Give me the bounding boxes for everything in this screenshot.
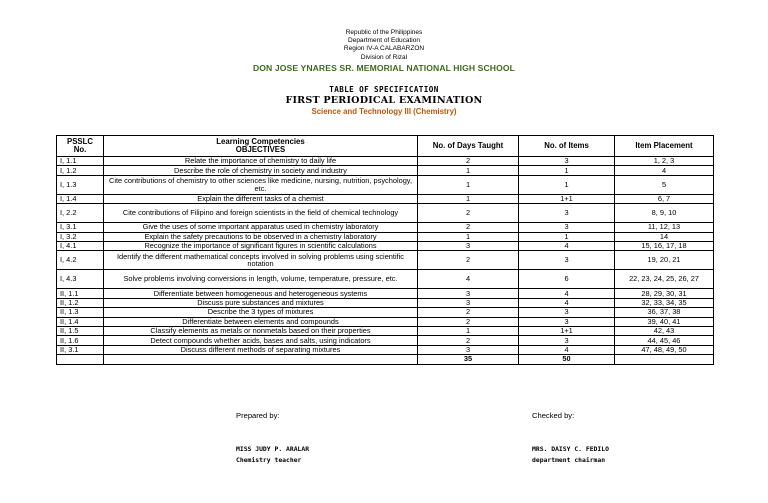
table-row [57,157,714,166]
table-row [57,204,714,223]
items-cell: 1+1 [519,194,615,203]
header-psslc-line2: No. [73,145,87,154]
psslc-cell: I, 3.1 [57,223,104,232]
placement-cell: 44, 45, 46 [615,336,714,345]
prepared-by-label: Prepared by: [236,411,280,420]
items-cell: 1 [519,175,615,194]
placement-cell: 6, 7 [615,194,714,203]
header-placement: Item Placement [615,136,714,157]
psslc-cell: I, 1.1 [57,157,104,166]
objective-cell: Describe the role of chemistry in society and industry [104,166,418,175]
totals-blank-2 [104,355,418,365]
psslc-cell: I, 1.3 [57,175,104,194]
document-title: TABLE OF SPECIFICATION [329,84,439,94]
table-row [57,241,714,250]
psslc-cell: I, 1.4 [57,194,104,203]
items-cell: 3 [519,336,615,345]
items-cell: 3 [519,317,615,326]
checked-by-block [532,444,609,466]
header-objectives [104,136,418,157]
objective-cell: Identify the different mathematical concepts involved in solving problems using scientific notation [104,251,418,270]
items-cell: 4 [519,289,615,298]
region-line: Region IV-A CALABARZON [343,45,425,53]
table-row [57,298,714,307]
objective-cell: Discuss pure substances and mixtures [104,298,418,307]
items-cell: 4 [519,241,615,250]
objective-cell: Give the uses of some important apparatus used in chemistry laboratory [104,223,418,232]
days-cell: 2 [418,204,519,223]
checked-by-title: department chairman [532,456,606,464]
days-cell: 1 [418,194,519,203]
totals-blank-3 [615,355,714,365]
days-cell: 2 [418,336,519,345]
items-cell: 3 [519,308,615,317]
table-row [57,251,714,270]
specification-table [56,135,714,365]
table-row [57,166,714,175]
objective-cell: Cite contributions of Filipino and foreign scientists in the field of chemical technology [104,204,418,223]
prepared-by-block [236,444,309,466]
objective-cell: Classify elements as metals or nonmetals based on their properties [104,326,418,335]
placement-cell: 42, 43 [615,326,714,335]
items-cell: 1+1 [519,326,615,335]
table-row [57,326,714,335]
division-line: Division of Rizal [360,53,408,61]
items-cell: 3 [519,223,615,232]
objective-cell: Discuss different methods of separating mixtures [104,345,418,354]
header-psslc-line1: PSSLC [67,136,93,146]
table-row [57,223,714,232]
items-cell: 6 [519,270,615,289]
total-items-cell: 50 [519,355,615,365]
psslc-cell: II, 3.1 [57,345,104,354]
placement-cell: 47, 48, 49, 50 [615,345,714,354]
table-row [57,289,714,298]
exam-title: FIRST PERIODICAL EXAMINATION [285,94,483,106]
placement-cell: 1, 2, 3 [615,157,714,166]
days-cell: 2 [418,157,519,166]
placement-cell: 5 [615,175,714,194]
psslc-cell: II, 1.4 [57,317,104,326]
days-cell: 2 [418,223,519,232]
days-cell: 3 [418,298,519,307]
prepared-by-name: MISS JUDY P. ARALAR [236,445,310,453]
objective-cell: Relate the importance of chemistry to daily life [104,157,418,166]
days-cell: 1 [418,175,519,194]
days-cell: 1 [418,166,519,175]
placement-cell: 39, 40, 41 [615,317,714,326]
psslc-cell: I, 4.1 [57,241,104,250]
items-cell: 1 [519,166,615,175]
items-cell: 4 [519,298,615,307]
objective-cell: Explain the safety precautions to be observed in a chemistry laboratory [104,232,418,241]
psslc-cell: I, 1.2 [57,166,104,175]
objective-cell: Describe the 3 types of mixtures [104,308,418,317]
objective-cell: Detect compounds whether acids, bases and salts, using indicators [104,336,418,345]
table-body [57,157,714,365]
psslc-cell: I, 2.2 [57,204,104,223]
psslc-cell: II, 1.1 [57,289,104,298]
table-row [57,270,714,289]
school-name: DON JOSE YNARES SR. MEMORIAL NATIONAL HIGH SCHOOL [252,62,516,73]
placement-cell: 32, 33, 34, 35 [615,298,714,307]
psslc-cell: II, 1.6 [57,336,104,345]
prepared-by-title: Chemistry teacher [236,456,302,464]
placement-cell: 15, 16, 17, 18 [615,241,714,250]
table-row [57,194,714,203]
checked-by-name: MRS. DAISY C. FEDILO [532,445,609,453]
days-cell: 1 [418,326,519,335]
header-objectives-line1: Learning Competencies [216,136,305,146]
items-cell: 4 [519,345,615,354]
subject-title: Science and Technology III (Chemistry) [311,106,457,116]
totals-row [57,355,714,365]
objective-cell: Differentiate between elements and compounds [104,317,418,326]
objective-cell: Explain the different tasks of a chemist [104,194,418,203]
placement-cell: 8, 9, 10 [615,204,714,223]
objective-cell: Differentiate between homogeneous and heterogeneous systems [104,289,418,298]
objective-cell: Recognize the importance of significant figures in scientific calculations [104,241,418,250]
days-cell: 2 [418,308,519,317]
placement-cell: 4 [615,166,714,175]
objective-cell: Solve problems involving conversions in length, volume, temperature, pressure, etc. [104,270,418,289]
psslc-cell: II, 1.2 [57,298,104,307]
days-cell: 4 [418,270,519,289]
header-items: No. of Items [519,136,615,157]
table-row [57,317,714,326]
table-row [57,336,714,345]
items-cell: 3 [519,157,615,166]
days-cell: 3 [418,345,519,354]
placement-cell: 11, 12, 13 [615,223,714,232]
items-cell: 3 [519,204,615,223]
placement-cell: 14 [615,232,714,241]
items-cell: 1 [519,232,615,241]
placement-cell: 19, 20, 21 [615,251,714,270]
republic-line: Republic of the Philippines [345,29,423,36]
placement-cell: 22, 23, 24, 25, 26, 27 [615,270,714,289]
days-cell: 3 [418,241,519,250]
table-row [57,232,714,241]
document-header [0,29,768,116]
psslc-cell: I, 3.2 [57,232,104,241]
days-cell: 3 [418,289,519,298]
days-cell: 1 [418,232,519,241]
department-line: Department of Education [348,37,420,45]
table-row [57,345,714,354]
days-cell: 2 [418,251,519,270]
placement-cell: 36, 37, 38 [615,308,714,317]
psslc-cell: I, 4.2 [57,251,104,270]
psslc-cell: II, 1.5 [57,326,104,335]
header-days: No. of Days Taught [418,136,519,157]
items-cell: 3 [519,251,615,270]
psslc-cell: II, 1.3 [57,308,104,317]
header-psslc [57,136,104,157]
placement-cell: 28, 29, 30, 31 [615,289,714,298]
table-header-row [57,136,714,157]
totals-blank-1 [57,355,104,365]
objective-cell: Cite contributions of chemistry to other sciences like medicine, nursing, nutrition, psychology, etc. [104,175,418,194]
psslc-cell: I, 4.3 [57,270,104,289]
days-cell: 2 [418,317,519,326]
table-row [57,308,714,317]
table-row [57,175,714,194]
checked-by-label: Checked by: [532,411,575,420]
total-days-cell: 35 [418,355,519,365]
header-objectives-line2: OBJECTIVES [235,145,286,154]
